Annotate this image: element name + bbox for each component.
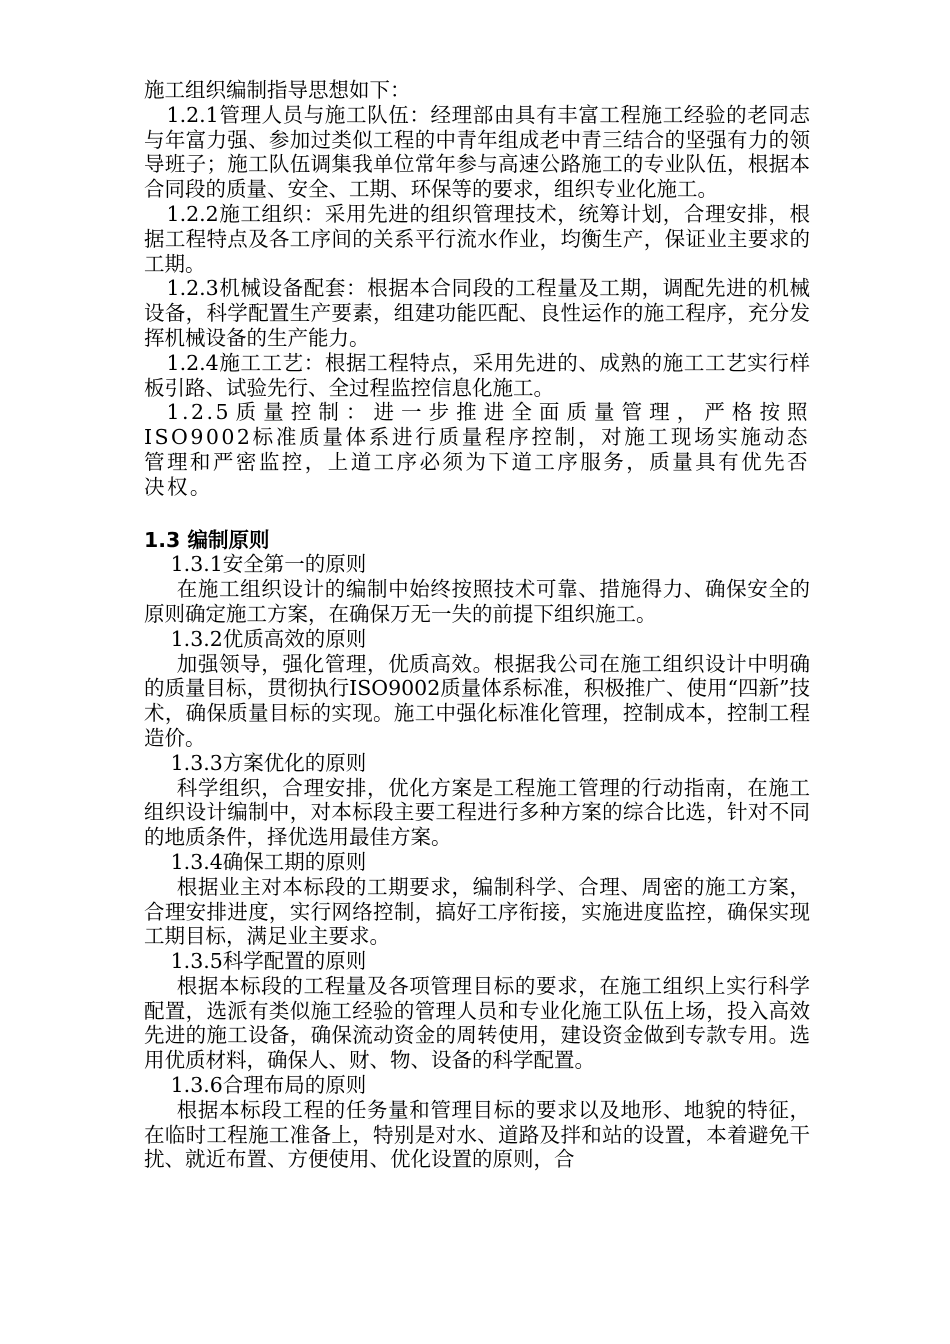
principle-title: 1.3.4确保工期的原则 [170,849,367,874]
principle-body: 根据本标段的工程量及各项管理目标的要求，在施工组织上实行科学配置，选派有类似施工经验的管理人员和专业化施工队伍上场，投入高效先进的施工设备，确保流动资金的周转使用，建设资金做到专款专用。选用优质材料，确保人、财、物、设备的科学配置。 [144,973,810,1073]
principle-body: 加强领导，强化管理，优质高效。根据我公司在施工组织设计中明确的质量目标，贯彻执行ISO9002质量体系标准，积极推广、使用“四新”技术，确保质量目标的实现。施工中强化标准化管理，控制成本，控制工程造价。 [144,651,810,750]
intro-line: 施工组织编制指导思想如下： [144,78,411,102]
principle-title: 1.3.3方案优化的原则 [170,750,367,775]
principle-title: 1.3.5科学配置的原则 [170,949,367,974]
principle-body: 根据本标段工程的任务量和管理目标的要求以及地形、地貌的特征，在临时工程施工准备上，特别是对水、道路及拌和站的设置，本着避免干扰、就近布置、方便使用、优化设置的原则，合 [144,1097,810,1172]
principle-title: 1.3.6合理布局的原则 [170,1073,367,1098]
section-heading: 1.3 编制原则 [144,527,270,552]
principle-body: 根据业主对本标段的工期要求，编制科学、合理、周密的施工方案，合理安排进度，实行网络控制，搞好工序衔接，实施进度监控，确保实现工期目标，满足业主要求。 [144,874,810,949]
principle-title: 1.3.1安全第一的原则 [170,552,367,577]
guiding-item-1-2-4: 1.2.4施工工艺：根据工程特点，采用先进的、成熟的施工工艺实行样板引路、试验先行、全过程监控信息化施工。 [144,350,810,400]
guiding-item-1-2-1: 1.2.1管理人员与施工队伍：经理部由具有丰富工程施工经验的老同志与年富力强、参加过类似工程的中青年组成老中青三结合的坚强有力的领导班子；施工队伍调集我单位常年参与高速公路施工的专业队伍，根据本合同段的质量、安全、工期、环保等的要求，组织专业化施工。 [144,102,810,202]
guiding-item-1-2-3: 1.2.3机械设备配套：根据本合同段的工程量及工期，调配先进的机械设备，科学配置生产要素，组建功能匹配、良性运作的施工程序，充分发挥机械设备的生产能力。 [144,276,810,350]
guiding-item-1-2-5: 1.2.5质量控制：进一步推进全面质量管理，严格按照ISO9002标准质量体系进行质量程序控制，对施工现场实施动态管理和严密监控，上道工序必须为下道工序服务，质量具有优先否决权。 [144,400,810,499]
principle-body: 在施工组织设计的编制中始终按照技术可靠、措施得力、确保安全的原则确定施工方案，在确保万无一失的前提下组织施工。 [144,577,810,626]
principle-title: 1.3.2优质高效的原则 [170,626,367,651]
guiding-item-1-2-2: 1.2.2施工组织：采用先进的组织管理技术，统筹计划，合理安排，根据工程特点及各工序间的关系平行流水作业，均衡生产，保证业主要求的工期。 [144,201,810,276]
principle-body: 科学组织，合理安排，优化方案是工程施工管理的行动指南，在施工组织设计编制中，对本标段主要工程进行多种方案的综合比选，针对不同的地质条件，择优选用最佳方案。 [144,775,810,850]
